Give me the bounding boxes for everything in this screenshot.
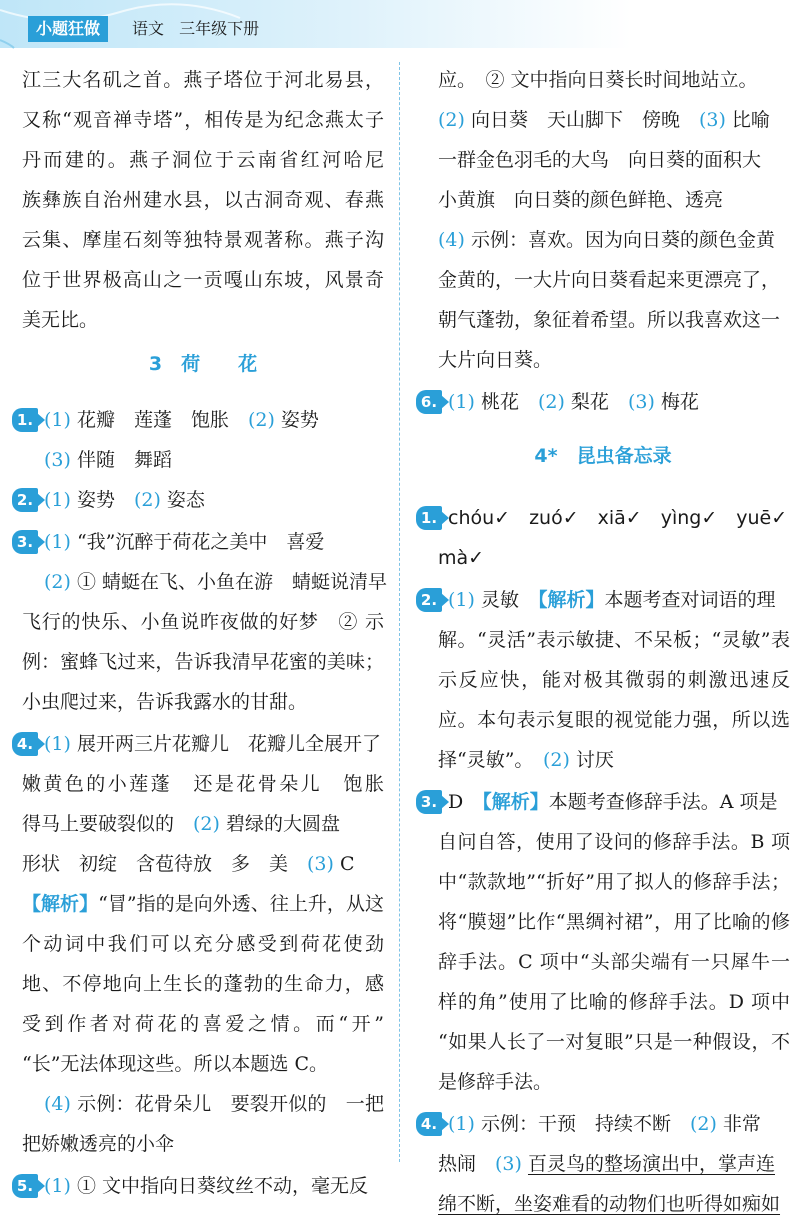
analysis-line: “长”无法体现这些。所以本题选 C。 bbox=[22, 1053, 329, 1075]
intro-line: 又称“观音禅寺塔”，相传是为纪念燕太子 bbox=[22, 109, 384, 131]
pinyin-answers: chóu✓ zuó✓ xiā✓ yìng✓ yuē✓ bbox=[448, 507, 788, 529]
answer-line: 飞行的快乐、小鱼说昨夜做的好梦 ② 示 bbox=[22, 611, 384, 633]
question-number: 2. bbox=[416, 588, 442, 612]
answer-text: 碧绿的大圆盘 bbox=[219, 813, 340, 835]
intro-line: 丹而建的。燕子洞位于云南省红河哈尼 bbox=[22, 149, 384, 171]
answer-line bbox=[44, 440, 384, 480]
answer-text: 示例：喜欢。因为向日葵的颜色金黄 bbox=[464, 229, 775, 251]
analysis-line: 辞手法。C 项中“头部尖端有一只犀牛一 bbox=[438, 951, 790, 973]
question-1 bbox=[416, 498, 790, 538]
answer-line: 一群金色羽毛的大鸟 向日葵的面积大 bbox=[438, 149, 762, 171]
answer-text: 热闹 bbox=[438, 1153, 496, 1175]
question-5 bbox=[12, 1166, 384, 1206]
analysis-line bbox=[22, 884, 384, 924]
header-band bbox=[0, 0, 790, 48]
answer-text: 得马上要破裂似的 bbox=[22, 813, 194, 835]
answer-text: 姿势 bbox=[70, 489, 134, 511]
question-number: 1. bbox=[416, 506, 442, 530]
question-number: 2. bbox=[12, 488, 38, 512]
question-4 bbox=[416, 1104, 790, 1144]
analysis-text: “冒”指的是向外透、往上升，从这 bbox=[98, 893, 384, 915]
answer-line bbox=[22, 844, 384, 884]
answer-text: 姿势 bbox=[274, 409, 319, 431]
answer-text: 讨厌 bbox=[569, 749, 614, 771]
question-number: 4. bbox=[416, 1112, 442, 1136]
answer-line bbox=[438, 100, 790, 140]
sub-label: (2) bbox=[133, 489, 161, 511]
sub-label: (3) bbox=[627, 391, 655, 413]
book-tag: 小题狂做 bbox=[28, 16, 108, 42]
analysis-marker: 【解析】 bbox=[537, 589, 605, 611]
sub-label: (2) bbox=[44, 571, 71, 593]
underlined-answer: 绵不断，坐姿难看的动物们也听得如痴如 bbox=[438, 1193, 781, 1215]
question-1 bbox=[12, 400, 384, 440]
question-number: 3. bbox=[416, 790, 442, 814]
answer-text: 桃花 bbox=[474, 391, 538, 413]
question-number: 1. bbox=[12, 408, 38, 432]
intro-line: 云集、摩崖石刻等独特景观著称。燕子沟 bbox=[22, 229, 384, 251]
analysis-text: 择“灵敏”。 bbox=[438, 749, 543, 771]
intro-line: 江三大名矶之首。燕子塔位于河北易县， bbox=[22, 69, 384, 91]
analysis-line: 中“款款地”“折好”用了拟人的修辞手法； bbox=[438, 871, 790, 893]
sub-label: (2) bbox=[689, 1113, 717, 1135]
analysis-marker: 【解析】 bbox=[22, 893, 99, 915]
answer-line: 例：蜜蜂飞过来，告诉我清早花蜜的美味； bbox=[22, 651, 384, 673]
analysis-text: 本题考查修辞手法。A 项是 bbox=[548, 791, 778, 813]
answer-text: 姿态 bbox=[160, 489, 205, 511]
answer-text: 向日葵 天山脚下 傍晚 bbox=[464, 109, 699, 131]
analysis-line: 示反应快，能对极其微弱的刺激迅速反 bbox=[438, 669, 790, 691]
analysis-line: “如果人长了一对复眼”只是一种假设，不 bbox=[438, 1031, 790, 1053]
header-wave-decoration bbox=[0, 0, 790, 48]
question-number: 6. bbox=[416, 390, 442, 414]
answer-text: 非常 bbox=[716, 1113, 761, 1135]
book-subtitle bbox=[132, 16, 269, 42]
question-3 bbox=[416, 782, 790, 822]
sub-label: (1) bbox=[44, 1175, 71, 1197]
question-2 bbox=[416, 580, 790, 620]
analysis-line: 受到作者对荷花的喜爱之情。而“开” bbox=[22, 1013, 384, 1035]
answer-line: 嫩黄色的小莲蓬 还是花骨朵儿 饱胀 bbox=[22, 773, 384, 795]
intro-line: 美无比。 bbox=[22, 309, 99, 331]
question-number: 3. bbox=[12, 530, 38, 554]
question-number: 5. bbox=[12, 1174, 38, 1198]
answer-text: 伴随 舞蹈 bbox=[70, 449, 172, 471]
answer-line bbox=[438, 1184, 790, 1224]
answer-line: 应。 ② 文中指向日葵长时间地站立。 bbox=[438, 69, 758, 91]
analysis-line: 样的角”使用了比喻的修辞手法。D 项中 bbox=[438, 991, 790, 1013]
answer-text: 梅花 bbox=[654, 391, 699, 413]
answer-line: 大片向日葵。 bbox=[438, 349, 553, 371]
underlined-answer: 百灵鸟的整场演出中，掌声连 bbox=[527, 1153, 775, 1175]
question-4 bbox=[12, 724, 384, 764]
answer-line bbox=[438, 1144, 790, 1184]
question-3 bbox=[12, 522, 384, 562]
analysis-line bbox=[438, 740, 790, 780]
analysis-line: 将“膜翅”比作“黑绸衬裙”，用了比喻的修 bbox=[438, 911, 790, 933]
analysis-line: 应。本句表示复眼的视觉能力强，所以选 bbox=[438, 709, 790, 731]
question-number: 4. bbox=[12, 732, 38, 756]
sub-label: (1) bbox=[448, 391, 475, 413]
sub-label: (2) bbox=[247, 409, 275, 431]
answer-line: 金黄的，一大片向日葵看起来更漂亮了， bbox=[438, 269, 781, 291]
analysis-line: 是修辞手法。 bbox=[438, 1071, 553, 1093]
answer-text: ① 文中指向日葵纹丝不动，毫无反 bbox=[70, 1175, 369, 1197]
answer-text: 示例：干预 持续不断 bbox=[474, 1113, 690, 1135]
sub-label: (1) bbox=[44, 733, 71, 755]
analysis-marker: 【解析】 bbox=[482, 791, 549, 813]
intro-line: 族彝族自治州建水县，以古洞奇观、春燕 bbox=[22, 189, 384, 211]
answer-text: 梨花 bbox=[564, 391, 628, 413]
answer-text: 花瓣 莲蓬 饱胀 bbox=[70, 409, 248, 431]
sub-label: (3) bbox=[307, 853, 334, 875]
sub-label: (1) bbox=[44, 531, 71, 553]
grade-label: 三年级下册 bbox=[179, 19, 260, 38]
intro-line: 位于世界极高山之一贡嘎山东坡，风景奇 bbox=[22, 269, 384, 291]
answer-line: 小虫爬过来，告诉我露水的甘甜。 bbox=[22, 691, 308, 713]
sub-label: (1) bbox=[44, 489, 71, 511]
sub-label: (2) bbox=[542, 749, 570, 771]
answer-line: 把娇嫩透亮的小伞 bbox=[22, 1133, 175, 1155]
answer-text: ① 蜻蜓在飞、小鱼在游 蜻蜓说清早 bbox=[70, 571, 388, 593]
analysis-text: 本题考查对词语的理 bbox=[604, 589, 776, 611]
analysis-line: 地、不停地向上生长的蓬勃的生命力，感 bbox=[22, 973, 384, 995]
sub-label: (3) bbox=[495, 1153, 522, 1175]
sub-label: (1) bbox=[44, 409, 71, 431]
sub-label: (1) bbox=[448, 589, 475, 611]
answer-text: 灵敏 bbox=[474, 589, 538, 611]
column-divider bbox=[399, 62, 400, 1162]
sub-label: (3) bbox=[44, 449, 71, 471]
answer-text: “我”沉醉于荷花之美中 喜爱 bbox=[70, 531, 325, 553]
sub-label: (2) bbox=[193, 813, 220, 835]
lesson-title: 4* 昆虫备忘录 bbox=[534, 445, 672, 467]
answer-text: 示例：花骨朵儿 要裂开似的 一把 bbox=[70, 1093, 384, 1115]
lesson-title: 3 荷 花 bbox=[148, 353, 258, 375]
answer-text: D bbox=[448, 791, 483, 813]
answer-text: 比喻 bbox=[725, 109, 770, 131]
subject-label: 语文 bbox=[132, 19, 165, 38]
answer-line: 朝气蓬勃，象征着希望。所以我喜欢这一 bbox=[438, 309, 781, 331]
sub-label: (4) bbox=[438, 229, 465, 251]
answer-line bbox=[22, 804, 384, 844]
answer-line bbox=[438, 220, 790, 260]
sub-label: (1) bbox=[448, 1113, 475, 1135]
sub-label: (2) bbox=[438, 109, 465, 131]
answer-line: 小黄旗 向日葵的颜色鲜艳、透亮 bbox=[438, 189, 724, 211]
answer-text: C bbox=[333, 853, 355, 875]
sub-label: (4) bbox=[44, 1093, 71, 1115]
sub-label: (3) bbox=[698, 109, 726, 131]
answer-text: 形状 初绽 含苞待放 多 美 bbox=[22, 853, 308, 875]
question-2 bbox=[12, 480, 384, 520]
analysis-line: 解。“灵活”表示敏捷、不呆板；“灵敏”表 bbox=[438, 629, 790, 651]
question-6 bbox=[416, 382, 790, 422]
analysis-line: 个动词中我们可以充分感受到荷花使劲 bbox=[22, 933, 384, 955]
sub-label: (2) bbox=[537, 391, 565, 413]
analysis-line: 自问自答，使用了设问的修辞手法。B 项 bbox=[438, 831, 790, 853]
answer-line bbox=[44, 1084, 384, 1124]
answer-text: 展开两三片花瓣儿 花瓣儿全展开了 bbox=[70, 733, 381, 755]
answer-line bbox=[44, 562, 388, 602]
pinyin-answers: mà✓ bbox=[438, 547, 485, 569]
